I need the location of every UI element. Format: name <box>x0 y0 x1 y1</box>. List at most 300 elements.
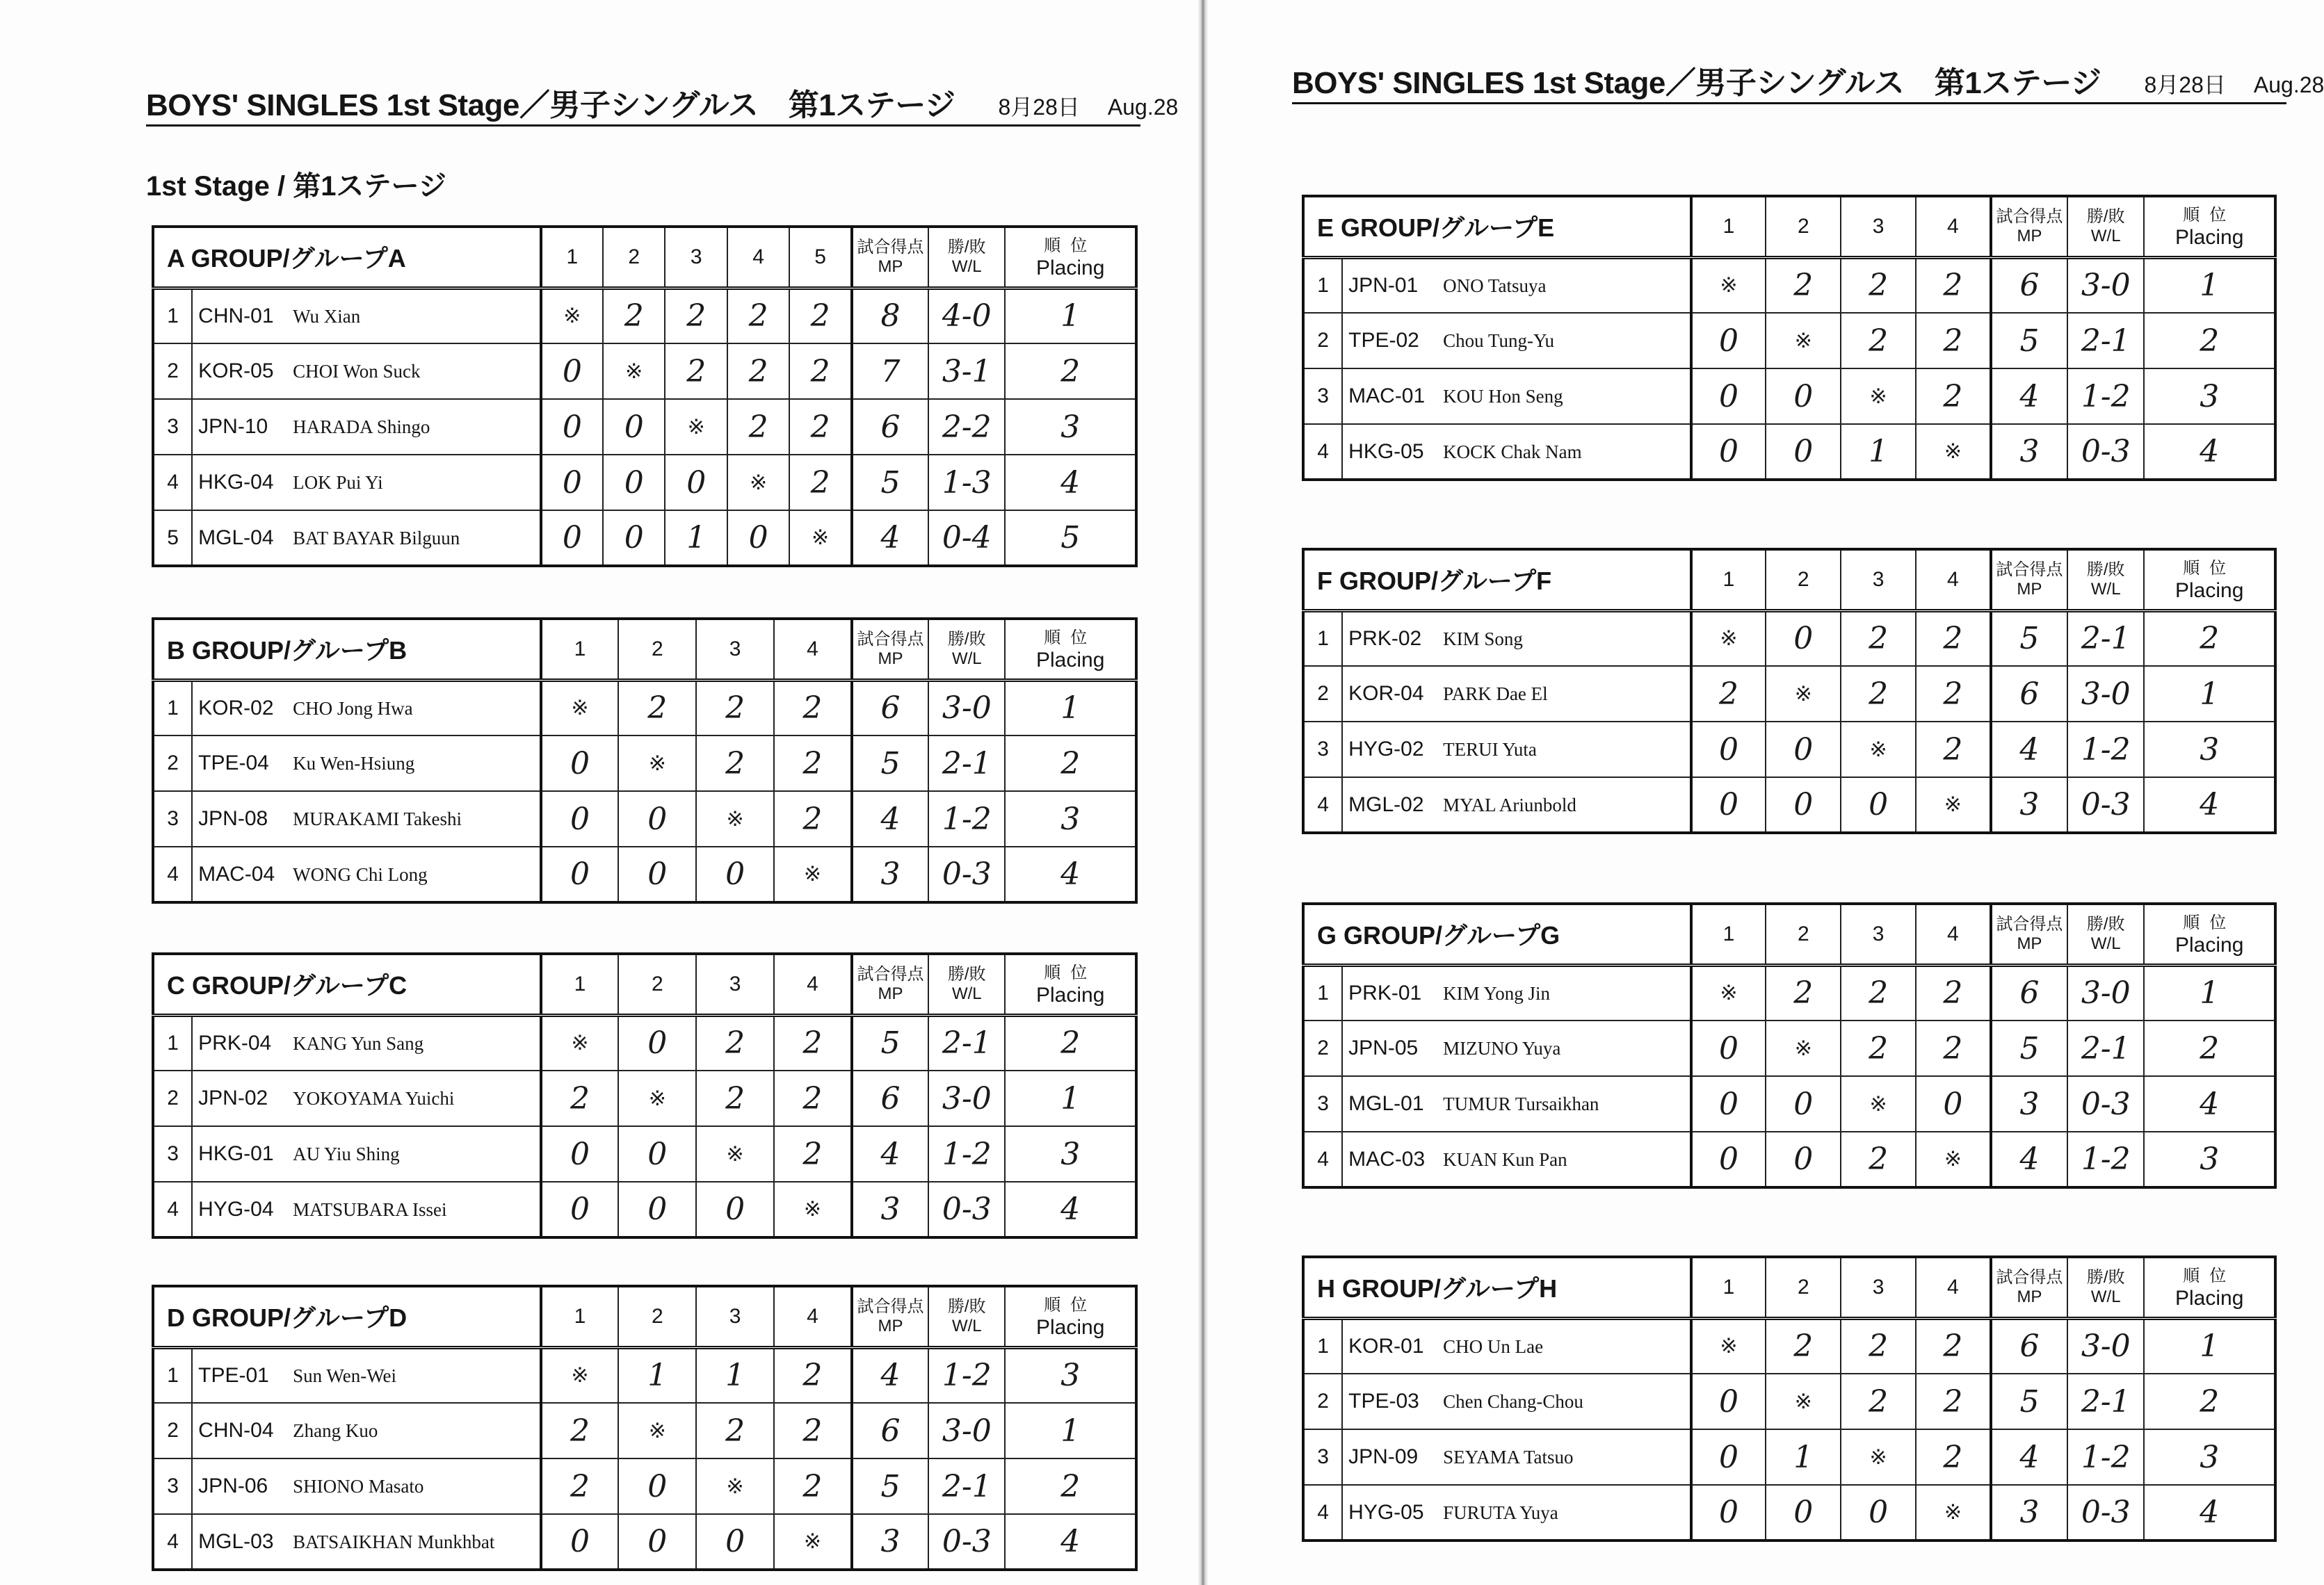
placing: 3 <box>2144 1429 2275 1485</box>
player-name: KIM Yong Jin <box>1443 982 1550 1004</box>
match-result: 0 <box>1841 1485 1916 1541</box>
player-code: TPE-02 <box>1348 329 1419 352</box>
match-result: 0 <box>1691 1374 1766 1429</box>
player-number: 4 <box>153 847 192 902</box>
match-result: 0 <box>696 1514 774 1570</box>
wl-header-en: W/L <box>951 1316 982 1335</box>
player-number: 1 <box>1303 1318 1342 1374</box>
group-table <box>1302 548 2277 834</box>
match-result: 0 <box>541 735 619 791</box>
player-name: KOCK Chak Nam <box>1443 441 1582 462</box>
match-points: 4 <box>852 510 928 566</box>
player-code: MGL-03 <box>198 1529 274 1553</box>
player-cell <box>192 1015 540 1071</box>
player-cell <box>192 680 540 735</box>
match-result: 1 <box>665 510 727 566</box>
match-result: 2 <box>696 1403 774 1458</box>
placing: 4 <box>1005 455 1136 510</box>
player-name: BATSAIKHAN Munkhbat <box>293 1531 495 1552</box>
placing-header-jp: 順位 <box>1044 628 1097 647</box>
match-result: 2 <box>1841 666 1916 722</box>
player-code: PRK-01 <box>1348 981 1422 1005</box>
win-loss: 0-3 <box>928 1514 1005 1570</box>
player-name: Chou Tung-Yu <box>1443 330 1554 351</box>
player-cell <box>1342 1429 1690 1485</box>
opponent-column-header: 1 <box>1691 904 1766 965</box>
player-cell <box>192 1182 540 1237</box>
player-name: HARADA Shingo <box>293 416 430 437</box>
match-points: 4 <box>1991 1132 2067 1187</box>
win-loss: 1-2 <box>928 1347 1005 1403</box>
opponent-column-header: 1 <box>541 227 603 288</box>
player-row <box>153 455 1136 510</box>
player-cell <box>192 455 540 510</box>
win-loss: 1-3 <box>928 455 1005 510</box>
wl-header-jp: 勝/敗 <box>2086 1267 2125 1287</box>
player-row <box>1303 610 2275 666</box>
win-loss: 2-1 <box>928 1458 1005 1514</box>
mp-header-en: MP <box>2017 934 2042 953</box>
win-loss: 1-2 <box>2067 1429 2144 1485</box>
match-result: ※ <box>789 510 851 566</box>
player-number: 3 <box>1303 368 1342 424</box>
mp-header-jp: 試合得点 <box>857 964 924 984</box>
match-result: ※ <box>1766 313 1841 368</box>
player-cell <box>1342 1318 1690 1374</box>
placing-header-jp: 順位 <box>1044 236 1097 255</box>
match-result: 2 <box>1916 965 1991 1021</box>
mp-header-en: MP <box>878 1316 903 1335</box>
player-row <box>1303 722 2275 777</box>
wl-header-en: W/L <box>951 257 982 276</box>
match-result: 0 <box>696 1182 774 1237</box>
match-result: 2 <box>1841 1318 1916 1374</box>
match-result: 2 <box>1916 313 1991 368</box>
placing-header-jp: 順位 <box>1044 963 1097 982</box>
match-result: 2 <box>696 1015 774 1071</box>
match-result: ※ <box>1766 666 1841 722</box>
wl-header <box>2067 549 2144 610</box>
player-row <box>153 1071 1136 1126</box>
opponent-column-header: 2 <box>1766 196 1841 257</box>
match-result: 2 <box>1691 666 1766 722</box>
player-number: 4 <box>1303 777 1342 833</box>
opponent-column-header: 4 <box>1916 904 1991 965</box>
placing: 3 <box>2144 722 2275 777</box>
player-name: TERUI Yuta <box>1443 739 1537 760</box>
match-result: 2 <box>696 680 774 735</box>
mp-header-jp: 試合得点 <box>857 1297 924 1316</box>
player-row <box>1303 1318 2275 1374</box>
player-code: PRK-04 <box>198 1031 272 1055</box>
win-loss: 0-3 <box>2067 424 2144 480</box>
match-result: ※ <box>774 847 852 902</box>
match-result: 2 <box>774 1071 852 1126</box>
match-result: 2 <box>774 1347 852 1403</box>
group-name: F GROUP/グループF <box>1303 549 1691 610</box>
player-name: SEYAMA Tatsuo <box>1443 1447 1574 1468</box>
player-code: JPN-01 <box>1348 273 1419 297</box>
group-table <box>152 225 1138 567</box>
placing-header-en: Placing <box>2174 578 2244 602</box>
match-result: 0 <box>1766 1485 1841 1541</box>
right-page <box>1203 0 2324 1585</box>
player-number: 2 <box>153 735 192 791</box>
player-code: KOR-01 <box>1348 1334 1424 1358</box>
wl-header-en: W/L <box>2090 226 2121 245</box>
match-result: 0 <box>618 1182 696 1237</box>
mp-header-jp: 試合得点 <box>1996 914 2063 934</box>
mp-header-en: MP <box>878 257 903 276</box>
player-row <box>1303 1021 2275 1076</box>
player-code: JPN-06 <box>198 1474 268 1497</box>
player-number: 4 <box>1303 1132 1342 1187</box>
win-loss: 2-1 <box>2067 313 2144 368</box>
placing: 4 <box>2144 777 2275 833</box>
match-result: 2 <box>541 1071 619 1126</box>
wl-header <box>2067 196 2144 257</box>
opponent-column-header: 2 <box>1766 904 1841 965</box>
match-result: 2 <box>696 1071 774 1126</box>
match-result: 2 <box>1841 1132 1916 1187</box>
player-cell <box>1342 965 1690 1021</box>
win-loss: 0-3 <box>928 847 1005 902</box>
win-loss: 3-0 <box>2067 965 2144 1021</box>
opponent-column-header: 3 <box>1841 1257 1916 1318</box>
match-result: 2 <box>1916 666 1991 722</box>
placing-header-en: Placing <box>2175 225 2244 249</box>
opponent-column-header: 2 <box>603 227 665 288</box>
player-number: 1 <box>153 1015 192 1071</box>
player-name: Zhang Kuo <box>293 1420 378 1441</box>
match-result: 0 <box>541 1514 619 1570</box>
player-code: MAC-03 <box>1348 1147 1426 1171</box>
placing: 2 <box>1005 343 1136 399</box>
match-result: 2 <box>727 288 789 343</box>
match-points: 7 <box>852 343 928 399</box>
match-result: ※ <box>1766 1021 1841 1076</box>
page-title: BOYS' SINGLES 1st Stage／男子シングルス 第1ステージ <box>1292 66 2101 100</box>
match-result: ※ <box>541 1015 619 1071</box>
player-row <box>1303 1429 2275 1485</box>
placing-header <box>1005 1286 1136 1347</box>
player-row <box>1303 1132 2275 1187</box>
player-number: 1 <box>153 680 192 735</box>
match-points: 6 <box>1991 666 2067 722</box>
player-number: 5 <box>153 510 192 566</box>
opponent-column-header: 3 <box>696 1286 774 1347</box>
match-result: ※ <box>1841 722 1916 777</box>
player-cell <box>192 735 540 791</box>
player-row <box>1303 424 2275 480</box>
win-loss: 2-1 <box>928 735 1005 791</box>
match-result: 2 <box>789 455 851 510</box>
win-loss: 1-2 <box>928 1126 1005 1182</box>
player-code: HKG-04 <box>198 471 274 494</box>
placing: 2 <box>1005 1015 1136 1071</box>
placing-header-en: Placing <box>1036 256 1105 279</box>
win-loss: 1-2 <box>2067 368 2144 424</box>
placing: 3 <box>1005 791 1136 847</box>
group-name: A GROUP/グループA <box>153 227 541 288</box>
player-name: PARK Dae El <box>1443 683 1548 704</box>
match-result: 0 <box>618 1126 696 1182</box>
win-loss: 0-3 <box>928 1182 1005 1237</box>
player-number: 2 <box>153 343 192 399</box>
placing-header <box>1005 619 1136 680</box>
mp-header-jp: 試合得点 <box>1996 560 2063 579</box>
player-row <box>153 1126 1136 1182</box>
opponent-column-header: 2 <box>618 954 696 1015</box>
match-result: 2 <box>727 399 789 455</box>
match-result: 2 <box>1916 722 1991 777</box>
placing-header <box>1005 954 1136 1015</box>
placing: 1 <box>1005 680 1136 735</box>
match-result: 2 <box>1916 368 1991 424</box>
mp-header <box>852 954 928 1015</box>
player-number: 2 <box>153 1403 192 1458</box>
win-loss: 2-1 <box>2067 610 2144 666</box>
match-result: 2 <box>1841 313 1916 368</box>
match-result: 2 <box>696 735 774 791</box>
mp-header-jp: 試合得点 <box>857 237 924 257</box>
placing-header <box>2144 549 2275 610</box>
match-result: 2 <box>1916 1021 1991 1076</box>
player-name: AU Yiu Shing <box>293 1144 400 1164</box>
match-points: 6 <box>852 1403 928 1458</box>
player-name: LOK Pui Yi <box>293 472 383 493</box>
match-result: 0 <box>603 510 665 566</box>
match-result: 2 <box>1916 610 1991 666</box>
player-number: 1 <box>153 288 192 343</box>
mp-header-en: MP <box>878 984 903 1003</box>
match-result: ※ <box>603 343 665 399</box>
group-table <box>1302 902 2277 1189</box>
mp-header-jp: 試合得点 <box>1996 206 2063 226</box>
player-number: 3 <box>1303 1076 1342 1132</box>
player-number: 2 <box>153 1071 192 1126</box>
placing: 1 <box>2144 1318 2275 1374</box>
match-result: 0 <box>1766 610 1841 666</box>
player-name: MYAL Ariunbold <box>1443 794 1576 815</box>
mp-header-jp: 試合得点 <box>1996 1267 2063 1287</box>
match-result: 2 <box>541 1403 619 1458</box>
win-loss: 1-2 <box>928 791 1005 847</box>
match-result: 2 <box>1841 965 1916 1021</box>
win-loss: 0-3 <box>2067 1076 2144 1132</box>
opponent-column-header: 5 <box>789 227 851 288</box>
placing: 3 <box>1005 1126 1136 1182</box>
wl-header-jp: 勝/敗 <box>2086 914 2125 934</box>
player-number: 3 <box>153 399 192 455</box>
win-loss: 2-1 <box>2067 1374 2144 1429</box>
player-cell <box>192 1347 540 1403</box>
match-result: 2 <box>789 399 851 455</box>
player-cell <box>192 1071 540 1126</box>
match-result: 2 <box>1841 257 1916 313</box>
player-number: 1 <box>1303 610 1342 666</box>
player-number: 3 <box>1303 1429 1342 1485</box>
match-result: ※ <box>541 680 619 735</box>
player-number: 2 <box>1303 1021 1342 1076</box>
player-name: Wu Xian <box>293 305 361 327</box>
match-result: ※ <box>1841 368 1916 424</box>
player-cell <box>192 288 540 343</box>
win-loss: 1-2 <box>2067 1132 2144 1187</box>
date <box>2144 67 2324 102</box>
player-cell <box>192 791 540 847</box>
player-cell <box>192 1458 540 1514</box>
match-result: 2 <box>774 680 852 735</box>
placing-header-jp: 順位 <box>2183 558 2236 578</box>
opponent-column-header: 1 <box>1691 196 1766 257</box>
player-cell <box>192 847 540 902</box>
match-result: 0 <box>618 1514 696 1570</box>
match-result: 2 <box>1841 1374 1916 1429</box>
match-result: ※ <box>541 1347 619 1403</box>
opponent-column-header: 4 <box>774 954 852 1015</box>
opponent-column-header: 3 <box>696 619 774 680</box>
placing-header-en: Placing <box>2175 1286 2244 1310</box>
win-loss: 0-3 <box>2067 777 2144 833</box>
match-result: ※ <box>618 735 696 791</box>
match-result: 2 <box>1916 1318 1991 1374</box>
match-result: 0 <box>1766 1132 1841 1187</box>
placing: 4 <box>1005 847 1136 902</box>
match-result: 2 <box>603 288 665 343</box>
player-row <box>1303 257 2275 313</box>
match-result: ※ <box>774 1514 852 1570</box>
match-result: 2 <box>774 1015 852 1071</box>
player-row <box>153 1403 1136 1458</box>
player-name: YOKOYAMA Yuichi <box>293 1088 455 1109</box>
match-result: 2 <box>541 1458 619 1514</box>
placing-header-jp: 順位 <box>2183 205 2236 225</box>
player-code: TPE-03 <box>1348 1390 1419 1413</box>
player-name: WONG Chi Long <box>293 863 428 885</box>
match-result: 0 <box>665 455 727 510</box>
opponent-column-header: 4 <box>1916 549 1991 610</box>
player-number: 3 <box>153 791 192 847</box>
placing: 4 <box>2144 1076 2275 1132</box>
match-result: 2 <box>774 1403 852 1458</box>
win-loss: 2-1 <box>2067 1021 2144 1076</box>
player-number: 3 <box>153 1458 192 1514</box>
player-code: HYG-02 <box>1348 738 1424 761</box>
match-result: 0 <box>541 455 603 510</box>
placing-header <box>2144 196 2275 257</box>
date <box>998 90 1178 124</box>
mp-header <box>1991 549 2067 610</box>
opponent-column-header: 1 <box>541 954 619 1015</box>
opponent-column-header: 3 <box>1841 196 1916 257</box>
match-points: 6 <box>1991 257 2067 313</box>
match-result: 0 <box>1691 1485 1766 1541</box>
player-name: SHIONO Masato <box>293 1476 424 1497</box>
player-code: CHN-01 <box>198 304 274 327</box>
match-result: ※ <box>1841 1429 1916 1485</box>
player-code: TPE-01 <box>198 1363 269 1387</box>
player-row <box>1303 965 2275 1021</box>
match-result: 0 <box>1916 1076 1991 1132</box>
match-result: 1 <box>1841 424 1916 480</box>
player-row <box>153 735 1136 791</box>
player-name: KOU Hon Seng <box>1443 386 1563 407</box>
match-result: 2 <box>1916 1374 1991 1429</box>
opponent-column-header: 3 <box>1841 904 1916 965</box>
player-row <box>153 1514 1136 1570</box>
player-number: 1 <box>1303 965 1342 1021</box>
match-points: 5 <box>852 735 928 791</box>
player-cell <box>192 399 540 455</box>
match-result: 0 <box>1691 313 1766 368</box>
opponent-column-header: 3 <box>1841 549 1916 610</box>
win-loss: 3-1 <box>928 343 1005 399</box>
player-row <box>1303 1374 2275 1429</box>
mp-header <box>1991 904 2067 965</box>
match-points: 6 <box>852 680 928 735</box>
match-points: 5 <box>1991 610 2067 666</box>
player-cell <box>1342 1132 1690 1187</box>
player-row <box>153 847 1136 902</box>
player-number: 4 <box>153 1182 192 1237</box>
placing-header-en: Placing <box>1036 983 1105 1007</box>
wl-header <box>928 227 1005 288</box>
wl-header <box>2067 1257 2144 1318</box>
placing-header-en: Placing <box>2175 933 2244 957</box>
match-points: 5 <box>1991 1021 2067 1076</box>
player-code: JPN-02 <box>198 1087 268 1110</box>
match-result: 0 <box>1691 722 1766 777</box>
player-number: 1 <box>153 1347 192 1403</box>
match-result: 0 <box>1691 1429 1766 1485</box>
match-result: 0 <box>727 510 789 566</box>
date-en: Aug.28 <box>1107 95 1179 120</box>
player-cell <box>1342 722 1690 777</box>
placing: 1 <box>2144 257 2275 313</box>
win-loss: 3-0 <box>2067 666 2144 722</box>
group-name: B GROUP/グループB <box>153 619 541 680</box>
group-table <box>152 952 1138 1239</box>
player-row <box>153 1458 1136 1514</box>
match-result: 0 <box>1691 1076 1766 1132</box>
group-name: H GROUP/グループH <box>1303 1257 1691 1318</box>
placing-header-en: Placing <box>1036 648 1105 672</box>
match-result: 1 <box>696 1347 774 1403</box>
placing: 1 <box>1005 1403 1136 1458</box>
player-code: KOR-02 <box>198 696 274 720</box>
win-loss: 2-1 <box>928 1015 1005 1071</box>
placing: 2 <box>1005 735 1136 791</box>
player-name: KIM Song <box>1443 628 1523 649</box>
date-jp: 8月28日 <box>2144 72 2226 97</box>
match-result: 2 <box>618 680 696 735</box>
mp-header <box>1991 196 2067 257</box>
wl-header <box>2067 904 2144 965</box>
player-row <box>153 288 1136 343</box>
match-result: ※ <box>1916 1485 1991 1541</box>
match-result: ※ <box>696 1126 774 1182</box>
player-row <box>1303 313 2275 368</box>
match-result: ※ <box>1766 1374 1841 1429</box>
wl-header <box>928 619 1005 680</box>
match-result: 0 <box>541 510 603 566</box>
opponent-column-header: 4 <box>1916 196 1991 257</box>
player-cell <box>1342 1374 1690 1429</box>
match-result: 2 <box>774 1458 852 1514</box>
group-name: D GROUP/グループD <box>153 1286 541 1347</box>
mp-header <box>852 1286 928 1347</box>
